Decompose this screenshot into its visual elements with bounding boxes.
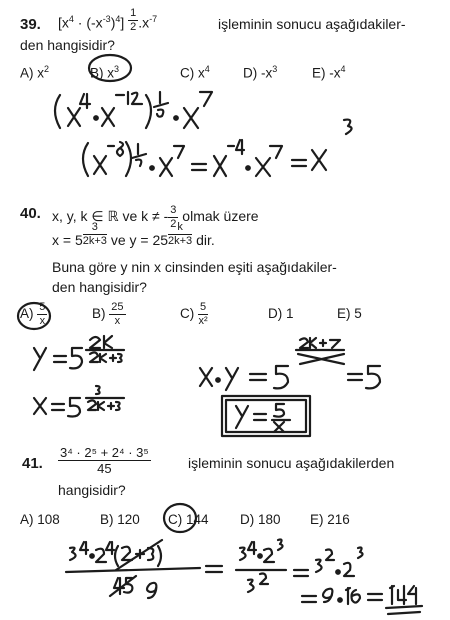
answer-box-eq — [254, 414, 266, 420]
question-39-number: 39. — [20, 16, 41, 33]
scratch-half-2 — [132, 144, 146, 166]
scratch-underline — [386, 606, 422, 614]
scratch-exp-m12 — [116, 92, 142, 104]
q39-option-a[interactable]: A) $x^2$ — [20, 64, 50, 81]
scratch-eq-7 — [206, 566, 222, 572]
scratch-x-4 — [94, 156, 106, 174]
scratch-3d — [248, 580, 254, 593]
question-40-line1: x, y, k ∈ ℝ ve k ≠ - $\frac{3}{2}$ olmak üzere — [52, 204, 259, 230]
question-40-text-line2: Buna göre y nin x cinsinden eşiti aşağıdakiler- — [52, 259, 337, 275]
scratch-half — [154, 92, 168, 117]
scratch-2b — [264, 549, 274, 562]
scratch-x-5 — [160, 158, 172, 176]
scratch-paren-close — [146, 95, 151, 128]
scratch-3e — [316, 560, 322, 573]
scratch-9 — [147, 583, 156, 598]
scratch-x-9 — [34, 398, 46, 414]
scratch-16 — [346, 588, 360, 604]
scratch-paren-close-2 — [126, 142, 131, 176]
question-40-definitions: x = 5 $\frac{3}{2k+3}$ ve y = 25 $\frac{k}{2k+3}$ dir. — [52, 221, 215, 248]
q40-option-a[interactable]: A) $\frac{5}{x}$ — [20, 301, 46, 327]
answer-box-5 — [274, 404, 284, 417]
scratch-4b — [106, 542, 114, 554]
scratch-2e — [344, 563, 354, 576]
scratch-dot-3 — [150, 166, 154, 170]
scratch-3c — [278, 540, 283, 551]
scratch-exp-3 — [344, 120, 352, 134]
scratch-exp-7 — [200, 92, 212, 106]
scratch-paren-3 — [115, 546, 118, 566]
question-39-text-line1: işleminin sonucu aşağıdakiler- — [218, 16, 406, 32]
q41-option-d[interactable]: D) 180 — [240, 512, 281, 527]
scratch-4c — [248, 542, 256, 554]
answer-box-outer — [222, 396, 310, 436]
question-41-number: 41. — [22, 455, 43, 472]
question-41-expression: $\frac{\text{3⁴ · 2⁵ + 2⁴ · 3⁵}}{45}$ — [60, 445, 149, 476]
q41-option-b[interactable]: B) 120 — [100, 512, 140, 527]
scratch-3b — [240, 548, 246, 561]
answer-circle-q41 — [164, 504, 196, 532]
scratch-2a — [96, 549, 106, 562]
scratch-paren-open-2 — [83, 143, 88, 176]
q39-option-e[interactable]: E) $-x^4$ — [312, 64, 346, 81]
scratch-3 — [96, 386, 100, 394]
scratch-eq-9 — [302, 596, 316, 602]
q41-option-a[interactable]: A) 108 — [20, 512, 60, 527]
scratch-dot-9 — [338, 598, 342, 602]
q39-option-c[interactable]: C) $x^4$ — [180, 64, 210, 81]
scratch-eq-10 — [368, 594, 382, 600]
question-40-text-line3: den hangisidir? — [52, 279, 147, 295]
scratch-eq-3 — [54, 356, 66, 362]
answer-circle-q39 — [89, 55, 131, 81]
answer-box-x — [274, 422, 284, 432]
question-39-text-line2: den hangisidir? — [20, 37, 115, 53]
scratch-144 — [390, 586, 416, 604]
q39-option-d[interactable]: D) $-x^3$ — [243, 64, 278, 81]
scratch-x-6 — [214, 156, 226, 176]
scratch-x-2 — [102, 108, 114, 126]
scratch-equals-2 — [292, 160, 306, 166]
scratch-5c — [274, 366, 288, 388]
scratch-2c — [260, 574, 268, 585]
answer-box-inner — [226, 400, 306, 432]
scratch-dot-7 — [258, 554, 262, 558]
scratch-eq-6 — [348, 374, 362, 380]
scratch-eq-4 — [52, 404, 64, 410]
scratch-2k3c — [300, 338, 340, 348]
scratch-dot-6 — [90, 554, 94, 558]
scratch-5 — [70, 348, 82, 368]
scratch-exp-m4 — [228, 140, 244, 154]
scratch-x — [68, 108, 80, 126]
scratch-eq-8 — [294, 570, 308, 576]
q41-option-e[interactable]: E) 216 — [310, 512, 350, 527]
answer-circle-q40 — [18, 303, 50, 329]
question-39-expression: $[x^4 \cdot (-x^{-3})^4]$ $\frac{1}{2}$ $.x^{-7}$ — [58, 7, 158, 33]
scratch-2k3b — [88, 400, 120, 410]
question-40-number: 40. — [20, 205, 41, 222]
q40-option-d[interactable]: D) 1 — [268, 306, 294, 321]
scratch-x-7 — [256, 158, 270, 176]
scratch-exp-7c — [270, 146, 282, 158]
scratch-dot — [94, 116, 98, 120]
scratch-x-8 — [312, 150, 326, 170]
scratch-2k3 — [90, 352, 122, 362]
scratch-4a — [80, 542, 88, 554]
scratch-x-3 — [184, 108, 198, 128]
scratch-dot-4 — [246, 166, 250, 170]
scratch-paren-4 — [158, 546, 161, 566]
scratch-exp-4 — [80, 94, 90, 108]
scratch-y-2 — [226, 368, 238, 390]
q39-option-b[interactable]: B) $x^3$ — [90, 64, 120, 81]
scratch-frac-bar-4 — [66, 568, 200, 572]
scratch-5b — [68, 398, 80, 417]
scratch-9b — [323, 589, 332, 602]
scratch-cancel-1 — [116, 540, 162, 570]
scratch-x-10 — [200, 368, 212, 386]
scratch-exp-7b — [174, 146, 184, 158]
scratch-5d — [366, 366, 380, 388]
scratch-dot-2 — [174, 116, 178, 120]
answer-box-y — [236, 406, 248, 428]
q41-option-c[interactable]: C) 144 — [168, 512, 209, 527]
q40-option-e[interactable]: E) 5 — [337, 306, 362, 321]
scratch-exp-m8 — [108, 142, 123, 156]
scratch-3f — [358, 548, 363, 559]
q40-option-b[interactable]: B) $\frac{25}{x}$ — [92, 301, 124, 327]
scratch-eq-5 — [250, 374, 266, 380]
scratch-strike — [298, 354, 344, 364]
question-41-text-line1: işleminin sonucu aşağıdakilerden — [188, 455, 395, 471]
scratch-equals — [192, 164, 206, 170]
scratch-dot-8 — [336, 570, 340, 574]
scratch-3a — [70, 548, 76, 561]
question-41-text-line2: hangisidir? — [58, 482, 126, 498]
scratch-dot-5 — [216, 378, 220, 382]
scratch-2k — [90, 336, 112, 348]
scratch-y — [34, 348, 46, 370]
scratch-2d — [326, 550, 334, 561]
scratch-paren-open — [55, 95, 60, 128]
q40-option-c[interactable]: C) $\frac{5}{\text{x²}}$ — [180, 301, 208, 327]
